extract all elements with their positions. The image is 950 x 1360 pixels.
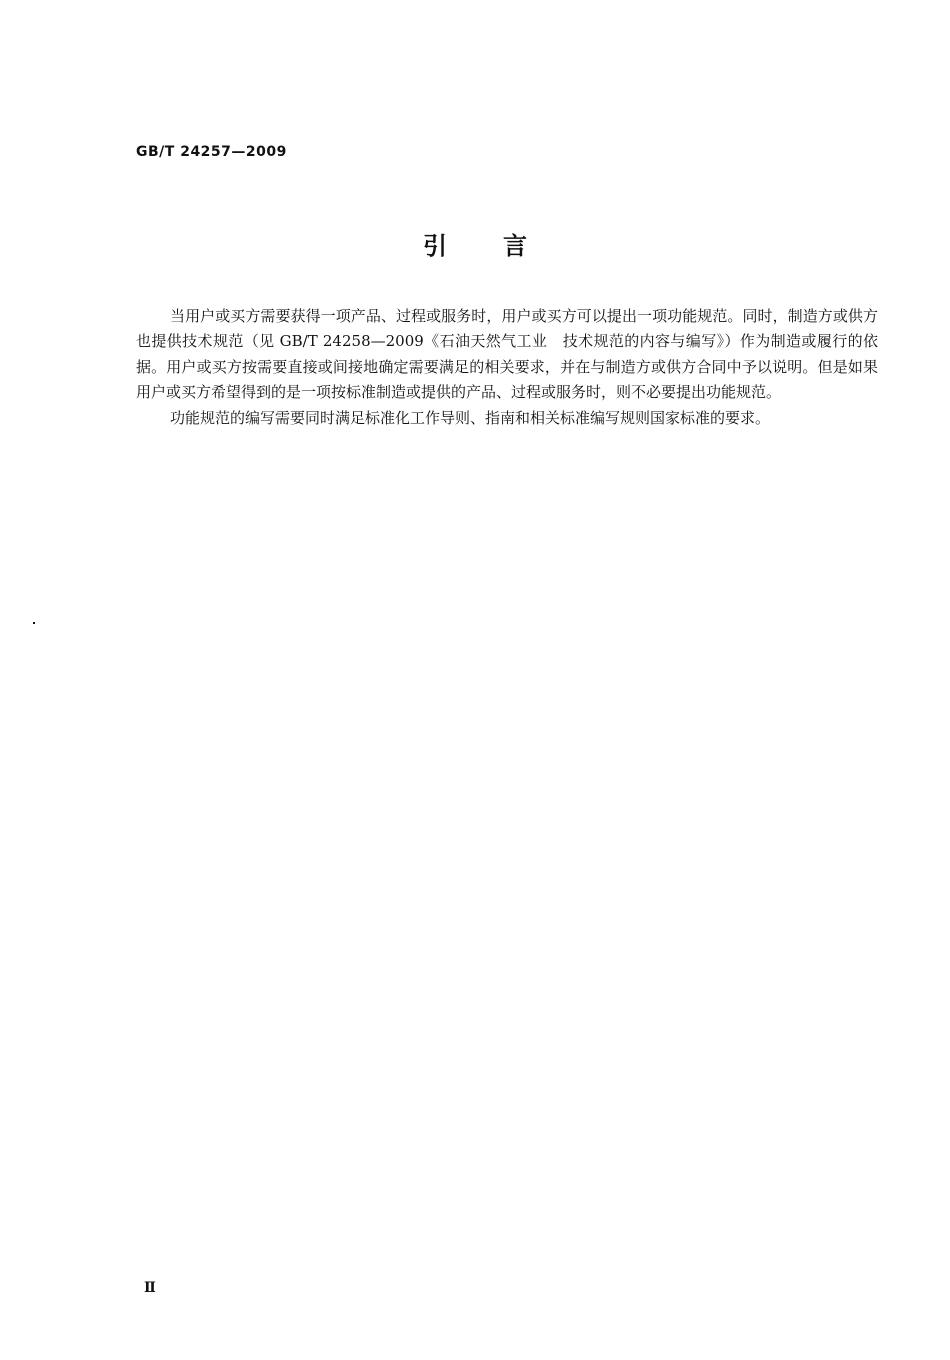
scan-speck <box>33 622 35 624</box>
section-title: 引言 <box>423 231 583 260</box>
page-number: Ⅱ <box>144 1280 156 1296</box>
body-text <box>136 304 878 431</box>
paragraph: 功能规范的编写需要同时满足标准化工作导则、指南和相关标准编写规则国家标准的要求。 <box>170 408 771 427</box>
paragraph: 当用户或买方需要获得一项产品、过程或服务时，用户或买方可以提出一项功能规范。同时，制造方或供方也提供技术规范（见 GB/T 24258—2009《石油天然气工业 技术规范的内容与编写》）作为制造或履行的依据。用户或买方按需要直接或间接地确定需要满足的相关要求，并在与制造方或供方合同中予以说明。但是如果用户或买方希望得到的是一项按标准制造或提供的产品、过程或服务时，则不必要提出功能规范。 <box>136 307 878 402</box>
standard-code: GB/T 24257—2009 <box>136 144 287 160</box>
